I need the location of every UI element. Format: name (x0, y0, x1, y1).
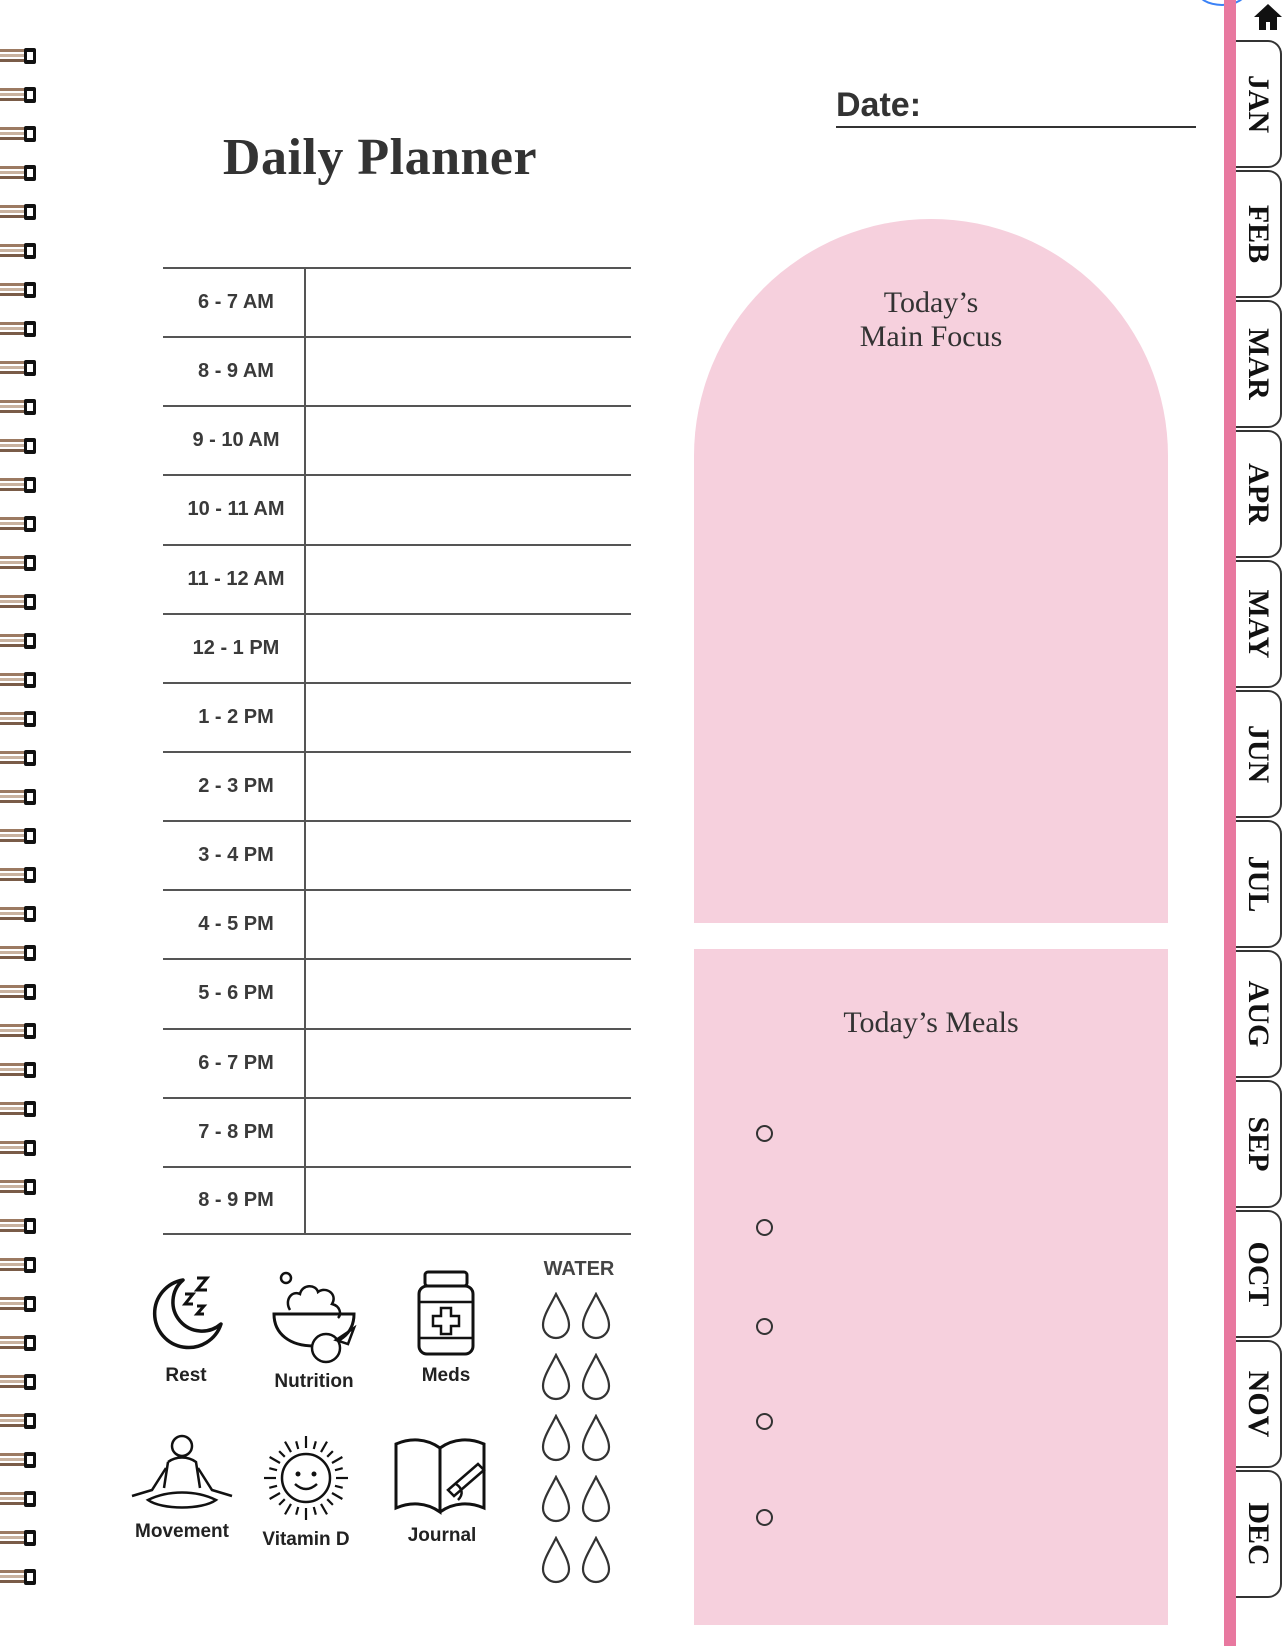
schedule-time-label: 9 - 10 AM (192, 429, 280, 452)
tab-dec[interactable] (1236, 1470, 1282, 1598)
schedule-entry[interactable] (313, 1030, 623, 1097)
spiral-coil (0, 1567, 38, 1587)
home-icon (1252, 2, 1284, 32)
schedule-entry[interactable] (313, 615, 623, 682)
tab-mar[interactable] (1236, 300, 1282, 428)
habit-label-vitamin-d (261, 1528, 351, 1552)
hourly-schedule (163, 267, 631, 1235)
spiral-coil (0, 1216, 38, 1236)
habit-label-journal: Journal (407, 1525, 477, 1546)
spiral-coil (0, 124, 38, 144)
habit-rest[interactable] (126, 1268, 246, 1388)
medicine-bottle-icon (411, 1268, 481, 1358)
habit-nutrition[interactable] (254, 1268, 374, 1394)
schedule-time-label: 6 - 7 PM (198, 1051, 274, 1074)
schedule-entry[interactable] (313, 684, 623, 751)
schedule-row[interactable] (163, 405, 631, 474)
tab-label: AUG (1242, 980, 1275, 1048)
schedule-time-label: 2 - 3 PM (198, 775, 274, 798)
schedule-row[interactable] (163, 1166, 631, 1235)
habit-label-meds: Meds (421, 1365, 471, 1386)
schedule-row[interactable] (163, 267, 631, 336)
tab-label: JUN (1242, 724, 1275, 784)
water-drop[interactable] (580, 1475, 612, 1523)
schedule-entry[interactable] (313, 407, 623, 474)
spiral-coil (0, 202, 38, 222)
spiral-coil (0, 904, 38, 924)
meal-item[interactable] (756, 1408, 1076, 1438)
water-drop-icon (540, 1414, 572, 1462)
schedule-time-label: 8 - 9 PM (198, 1188, 274, 1211)
meal-item[interactable] (756, 1120, 1076, 1150)
schedule-time-label: 6 - 7 AM (198, 291, 274, 314)
spiral-coil (0, 1450, 38, 1470)
tab-label: SEP (1242, 1116, 1275, 1172)
schedule-time-label: 12 - 1 PM (192, 636, 280, 659)
habit-vitamin-d[interactable] (246, 1434, 366, 1552)
spiral-coil (0, 1372, 38, 1392)
water-drop[interactable] (540, 1475, 572, 1523)
schedule-time-label: 5 - 6 PM (198, 982, 274, 1005)
water-drop-icon (580, 1536, 612, 1584)
tab-label: APR (1242, 463, 1275, 525)
schedule-row[interactable] (163, 682, 631, 751)
corner-button-edge[interactable] (1196, 0, 1248, 6)
spiral-coil (0, 280, 38, 300)
schedule-row[interactable] (163, 820, 631, 889)
schedule-row[interactable] (163, 1028, 631, 1097)
meal-checkbox[interactable] (756, 1219, 773, 1236)
main-focus-title (694, 286, 1168, 354)
spiral-coil (0, 1528, 38, 1548)
tab-aug[interactable] (1236, 950, 1282, 1078)
spiral-coil (0, 943, 38, 963)
schedule-row[interactable] (163, 751, 631, 820)
spiral-binding (0, 40, 40, 1600)
schedule-row[interactable] (163, 889, 631, 958)
page-title: Daily Planner (222, 129, 538, 186)
water-drop-icon (540, 1353, 572, 1401)
home-button[interactable] (1252, 2, 1284, 32)
meal-checkbox[interactable] (756, 1413, 773, 1430)
spiral-coil (0, 787, 38, 807)
spiral-coil (0, 826, 38, 846)
schedule-row[interactable] (163, 474, 631, 543)
water-drop[interactable] (540, 1292, 572, 1340)
spiral-coil (0, 631, 38, 651)
tab-jul[interactable] (1236, 820, 1282, 948)
schedule-entry[interactable] (313, 822, 623, 889)
schedule-time-label: 11 - 12 AM (187, 567, 285, 590)
spiral-coil (0, 436, 38, 456)
habit-meds[interactable] (386, 1268, 506, 1388)
water-drop[interactable] (580, 1292, 612, 1340)
meal-item[interactable] (756, 1214, 1076, 1244)
date-field[interactable] (836, 126, 1196, 128)
spiral-coil (0, 1138, 38, 1158)
schedule-time-label: 8 - 9 AM (198, 360, 274, 383)
schedule-entry[interactable] (313, 269, 623, 336)
spiral-coil (0, 514, 38, 534)
water-drop[interactable] (580, 1353, 612, 1401)
tab-label: OCT (1242, 1241, 1275, 1307)
spiral-coil (0, 1177, 38, 1197)
tab-jan[interactable] (1236, 40, 1282, 168)
schedule-entry[interactable] (313, 476, 623, 543)
tab-label: NOV (1242, 1370, 1275, 1438)
habit-label-movement: Movement (135, 1521, 229, 1542)
schedule-entry[interactable] (313, 338, 623, 405)
schedule-entry[interactable] (313, 546, 623, 613)
tab-nov[interactable] (1236, 1340, 1282, 1468)
spiral-coil (0, 46, 38, 66)
schedule-entry[interactable] (313, 891, 623, 958)
water-label: WATER (543, 1258, 615, 1280)
schedule-entry[interactable] (313, 1168, 623, 1233)
schedule-row[interactable] (163, 544, 631, 613)
moon-sleep-icon (141, 1268, 231, 1358)
main-focus-title-line1: Today’s (883, 286, 979, 319)
schedule-row[interactable] (163, 336, 631, 405)
meal-checkbox[interactable] (756, 1125, 773, 1142)
meals-title: Today’s Meals (843, 1006, 1019, 1039)
salad-bowl-icon (266, 1268, 362, 1364)
meal-item[interactable] (756, 1504, 1076, 1534)
habit-label-vitamin-d-text: Vitamin D (262, 1529, 350, 1550)
tab-label: MAR (1242, 328, 1275, 400)
spiral-coil (0, 85, 38, 105)
schedule-entry[interactable] (313, 960, 623, 1027)
schedule-time-label: 7 - 8 PM (198, 1120, 274, 1143)
water-drop-icon (540, 1475, 572, 1523)
spiral-coil (0, 592, 38, 612)
spiral-coil (0, 709, 38, 729)
schedule-time-label: 4 - 5 PM (198, 913, 274, 936)
tab-feb[interactable] (1236, 170, 1282, 298)
schedule-time-label: 3 - 4 PM (198, 844, 274, 867)
spiral-coil (0, 475, 38, 495)
water-drop-icon (580, 1475, 612, 1523)
spiral-coil (0, 1060, 38, 1080)
spiral-coil (0, 1255, 38, 1275)
spiral-coil (0, 748, 38, 768)
water-drop-icon (540, 1292, 572, 1340)
spiral-coil (0, 1411, 38, 1431)
main-focus-title-line2: Main Focus (859, 320, 1003, 353)
spiral-coil (0, 397, 38, 417)
tab-spine (1224, 0, 1236, 1646)
tab-label: MAY (1242, 589, 1275, 659)
schedule-time-label: 10 - 11 AM (187, 498, 285, 521)
spiral-coil (0, 358, 38, 378)
habit-movement[interactable] (122, 1434, 242, 1544)
journal-icon (390, 1434, 494, 1518)
spiral-coil (0, 319, 38, 339)
tab-label: JUL (1242, 855, 1275, 913)
tab-jun[interactable] (1236, 690, 1282, 818)
tab-may[interactable] (1236, 560, 1282, 688)
schedule-entry[interactable] (313, 753, 623, 820)
water-drop[interactable] (540, 1536, 572, 1584)
spiral-coil (0, 163, 38, 183)
spiral-coil (0, 1489, 38, 1509)
habit-label-nutrition: Nutrition (274, 1371, 354, 1392)
meal-checkbox[interactable] (756, 1509, 773, 1526)
schedule-time-label: 1 - 2 PM (198, 705, 274, 728)
water-drop[interactable] (540, 1414, 572, 1462)
tab-label: DEC (1242, 1502, 1275, 1566)
tab-sep[interactable] (1236, 1080, 1282, 1208)
water-drop[interactable] (580, 1414, 612, 1462)
spiral-coil (0, 982, 38, 1002)
schedule-row[interactable] (163, 958, 631, 1027)
spiral-coil (0, 241, 38, 261)
spiral-coil (0, 865, 38, 885)
month-tabs (1236, 40, 1284, 1646)
water-drop-icon (540, 1536, 572, 1584)
habit-journal[interactable] (382, 1434, 502, 1548)
spiral-coil (0, 1099, 38, 1119)
spiral-coil (0, 1333, 38, 1353)
tab-label: JAN (1242, 74, 1275, 134)
schedule-row[interactable] (163, 613, 631, 682)
water-drop-icon (580, 1353, 612, 1401)
tab-apr[interactable] (1236, 430, 1282, 558)
tab-oct[interactable] (1236, 1210, 1282, 1338)
sun-icon (262, 1434, 350, 1522)
schedule-entry[interactable] (313, 1099, 623, 1166)
date-label: Date: (836, 86, 922, 124)
meal-checkbox[interactable] (756, 1318, 773, 1335)
water-drop[interactable] (580, 1536, 612, 1584)
spiral-coil (0, 553, 38, 573)
habit-label-rest: Rest (165, 1365, 207, 1386)
spiral-coil (0, 1294, 38, 1314)
spiral-coil (0, 1021, 38, 1041)
meal-item[interactable] (756, 1313, 1076, 1343)
spiral-coil (0, 670, 38, 690)
water-drop[interactable] (540, 1353, 572, 1401)
water-drop-icon (580, 1292, 612, 1340)
meditation-icon (126, 1434, 238, 1514)
tab-label: FEB (1242, 204, 1275, 264)
schedule-row[interactable] (163, 1097, 631, 1166)
water-drop-icon (580, 1414, 612, 1462)
